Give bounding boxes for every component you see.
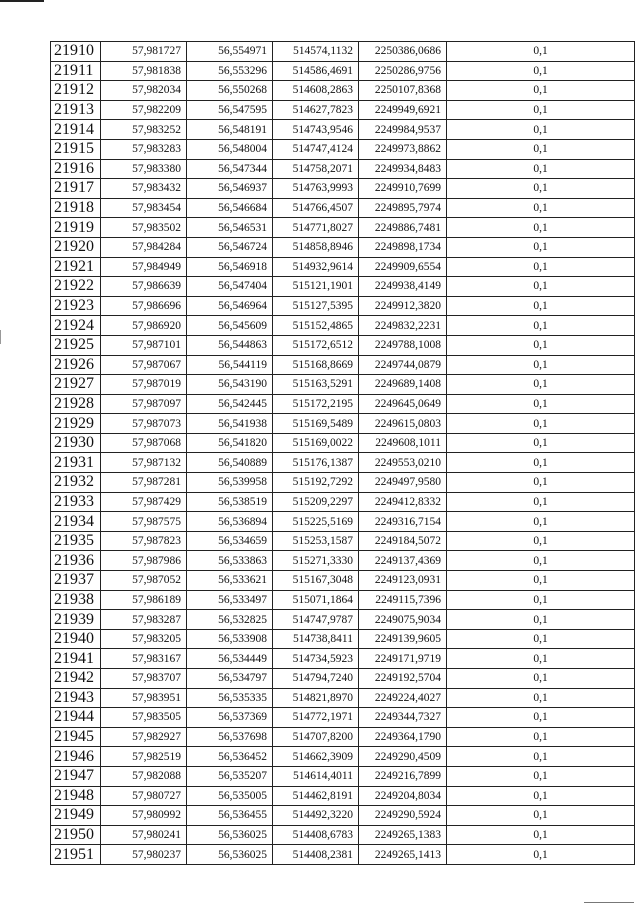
longitude-cell: 56,543190 <box>187 375 273 395</box>
point-number-cell: 21925 <box>51 335 101 355</box>
accuracy-cell: 0,1 <box>447 551 635 571</box>
table-row <box>51 786 635 806</box>
latitude-cell: 57,987429 <box>101 492 187 512</box>
latitude-cell: 57,983380 <box>101 159 187 179</box>
latitude-cell: 57,986639 <box>101 277 187 297</box>
longitude-cell: 56,546964 <box>187 296 273 316</box>
x-coordinate-cell: 514766,4507 <box>273 198 359 218</box>
longitude-cell: 56,546684 <box>187 198 273 218</box>
latitude-cell: 57,982034 <box>101 81 187 101</box>
table-row <box>51 825 635 845</box>
table-row <box>51 845 635 865</box>
table-row <box>51 120 635 140</box>
point-number-cell: 21913 <box>51 100 101 120</box>
table-row <box>51 766 635 786</box>
scan-edge-mark-bottom <box>584 902 634 903</box>
latitude-cell: 57,987097 <box>101 394 187 414</box>
point-number-cell: 21928 <box>51 394 101 414</box>
point-number-cell: 21950 <box>51 825 101 845</box>
x-coordinate-cell: 514932,9614 <box>273 257 359 277</box>
y-coordinate-cell: 2249290,5924 <box>359 806 447 826</box>
table-row <box>51 806 635 826</box>
longitude-cell: 56,546918 <box>187 257 273 277</box>
x-coordinate-cell: 514771,8027 <box>273 218 359 238</box>
longitude-cell: 56,544863 <box>187 335 273 355</box>
point-number-cell: 21938 <box>51 590 101 610</box>
x-coordinate-cell: 515176,1387 <box>273 453 359 473</box>
x-coordinate-cell: 514858,8946 <box>273 237 359 257</box>
latitude-cell: 57,983951 <box>101 688 187 708</box>
x-coordinate-cell: 514747,4124 <box>273 139 359 159</box>
accuracy-cell: 0,1 <box>447 159 635 179</box>
y-coordinate-cell: 2249204,8034 <box>359 786 447 806</box>
y-coordinate-cell: 2249123,0931 <box>359 571 447 591</box>
y-coordinate-cell: 2249973,8862 <box>359 139 447 159</box>
longitude-cell: 56,532825 <box>187 610 273 630</box>
longitude-cell: 56,550268 <box>187 81 273 101</box>
table-row <box>51 590 635 610</box>
point-number-cell: 21926 <box>51 355 101 375</box>
table-row <box>51 649 635 669</box>
point-number-cell: 21919 <box>51 218 101 238</box>
longitude-cell: 56,533908 <box>187 629 273 649</box>
point-number-cell: 21915 <box>51 139 101 159</box>
y-coordinate-cell: 2250286,9756 <box>359 61 447 81</box>
accuracy-cell: 0,1 <box>447 277 635 297</box>
longitude-cell: 56,541938 <box>187 414 273 434</box>
latitude-cell: 57,987068 <box>101 433 187 453</box>
accuracy-cell: 0,1 <box>447 766 635 786</box>
table-row <box>51 277 635 297</box>
latitude-cell: 57,980727 <box>101 786 187 806</box>
longitude-cell: 56,548191 <box>187 120 273 140</box>
latitude-cell: 57,986696 <box>101 296 187 316</box>
table-row <box>51 571 635 591</box>
table-row <box>51 81 635 101</box>
latitude-cell: 57,983502 <box>101 218 187 238</box>
latitude-cell: 57,983432 <box>101 179 187 199</box>
x-coordinate-cell: 514574,1132 <box>273 42 359 62</box>
latitude-cell: 57,987073 <box>101 414 187 434</box>
x-coordinate-cell: 515121,1901 <box>273 277 359 297</box>
accuracy-cell: 0,1 <box>447 571 635 591</box>
y-coordinate-cell: 2249184,5072 <box>359 531 447 551</box>
accuracy-cell: 0,1 <box>447 688 635 708</box>
accuracy-cell: 0,1 <box>447 845 635 865</box>
table-row <box>51 198 635 218</box>
table-row <box>51 492 635 512</box>
y-coordinate-cell: 2249615,0803 <box>359 414 447 434</box>
latitude-cell: 57,983505 <box>101 708 187 728</box>
point-number-cell: 21933 <box>51 492 101 512</box>
point-number-cell: 21918 <box>51 198 101 218</box>
latitude-cell: 57,987132 <box>101 453 187 473</box>
point-number-cell: 21910 <box>51 42 101 62</box>
table-row <box>51 394 635 414</box>
longitude-cell: 56,535005 <box>187 786 273 806</box>
longitude-cell: 56,534659 <box>187 531 273 551</box>
scan-edge-mark-left <box>0 330 1 344</box>
point-number-cell: 21934 <box>51 512 101 532</box>
table-row <box>51 453 635 473</box>
y-coordinate-cell: 2249265,1383 <box>359 825 447 845</box>
point-number-cell: 21935 <box>51 531 101 551</box>
x-coordinate-cell: 515209,2297 <box>273 492 359 512</box>
x-coordinate-cell: 515172,2195 <box>273 394 359 414</box>
point-number-cell: 21940 <box>51 629 101 649</box>
x-coordinate-cell: 515192,7292 <box>273 473 359 493</box>
table-row <box>51 473 635 493</box>
accuracy-cell: 0,1 <box>447 61 635 81</box>
latitude-cell: 57,987101 <box>101 335 187 355</box>
latitude-cell: 57,983252 <box>101 120 187 140</box>
x-coordinate-cell: 514772,1971 <box>273 708 359 728</box>
accuracy-cell: 0,1 <box>447 237 635 257</box>
y-coordinate-cell: 2249224,4027 <box>359 688 447 708</box>
x-coordinate-cell: 514608,2863 <box>273 81 359 101</box>
longitude-cell: 56,536025 <box>187 825 273 845</box>
point-number-cell: 21920 <box>51 237 101 257</box>
y-coordinate-cell: 2249689,1408 <box>359 375 447 395</box>
longitude-cell: 56,546724 <box>187 237 273 257</box>
latitude-cell: 57,987575 <box>101 512 187 532</box>
point-number-cell: 21916 <box>51 159 101 179</box>
table-row <box>51 727 635 747</box>
longitude-cell: 56,540889 <box>187 453 273 473</box>
x-coordinate-cell: 515163,5291 <box>273 375 359 395</box>
accuracy-cell: 0,1 <box>447 394 635 414</box>
y-coordinate-cell: 2249265,1413 <box>359 845 447 865</box>
y-coordinate-cell: 2249497,9580 <box>359 473 447 493</box>
table-row <box>51 531 635 551</box>
accuracy-cell: 0,1 <box>447 139 635 159</box>
latitude-cell: 57,983283 <box>101 139 187 159</box>
y-coordinate-cell: 2249898,1734 <box>359 237 447 257</box>
y-coordinate-cell: 2249075,9034 <box>359 610 447 630</box>
x-coordinate-cell: 514627,7823 <box>273 100 359 120</box>
y-coordinate-cell: 2249645,0649 <box>359 394 447 414</box>
x-coordinate-cell: 514492,3220 <box>273 806 359 826</box>
longitude-cell: 56,534797 <box>187 669 273 689</box>
y-coordinate-cell: 2250107,8368 <box>359 81 447 101</box>
latitude-cell: 57,987823 <box>101 531 187 551</box>
accuracy-cell: 0,1 <box>447 806 635 826</box>
point-number-cell: 21945 <box>51 727 101 747</box>
point-number-cell: 21924 <box>51 316 101 336</box>
point-number-cell: 21931 <box>51 453 101 473</box>
latitude-cell: 57,983167 <box>101 649 187 669</box>
accuracy-cell: 0,1 <box>447 708 635 728</box>
table-row <box>51 708 635 728</box>
longitude-cell: 56,553296 <box>187 61 273 81</box>
latitude-cell: 57,980992 <box>101 806 187 826</box>
point-number-cell: 21917 <box>51 179 101 199</box>
y-coordinate-cell: 2249938,4149 <box>359 277 447 297</box>
x-coordinate-cell: 515152,4865 <box>273 316 359 336</box>
longitude-cell: 56,554971 <box>187 42 273 62</box>
accuracy-cell: 0,1 <box>447 81 635 101</box>
longitude-cell: 56,547404 <box>187 277 273 297</box>
accuracy-cell: 0,1 <box>447 492 635 512</box>
accuracy-cell: 0,1 <box>447 335 635 355</box>
point-number-cell: 21912 <box>51 81 101 101</box>
table-row <box>51 42 635 62</box>
accuracy-cell: 0,1 <box>447 120 635 140</box>
accuracy-cell: 0,1 <box>447 747 635 767</box>
y-coordinate-cell: 2249115,7396 <box>359 590 447 610</box>
point-number-cell: 21939 <box>51 610 101 630</box>
x-coordinate-cell: 515071,1864 <box>273 590 359 610</box>
latitude-cell: 57,987986 <box>101 551 187 571</box>
latitude-cell: 57,987019 <box>101 375 187 395</box>
latitude-cell: 57,983287 <box>101 610 187 630</box>
latitude-cell: 57,984284 <box>101 237 187 257</box>
table-row <box>51 159 635 179</box>
accuracy-cell: 0,1 <box>447 531 635 551</box>
table-row <box>51 688 635 708</box>
y-coordinate-cell: 2249412,8332 <box>359 492 447 512</box>
point-number-cell: 21941 <box>51 649 101 669</box>
point-number-cell: 21946 <box>51 747 101 767</box>
longitude-cell: 56,548004 <box>187 139 273 159</box>
y-coordinate-cell: 2249910,7699 <box>359 179 447 199</box>
latitude-cell: 57,984949 <box>101 257 187 277</box>
accuracy-cell: 0,1 <box>447 433 635 453</box>
point-number-cell: 21949 <box>51 806 101 826</box>
table-row <box>51 316 635 336</box>
y-coordinate-cell: 2249316,7154 <box>359 512 447 532</box>
x-coordinate-cell: 515169,5489 <box>273 414 359 434</box>
accuracy-cell: 0,1 <box>447 316 635 336</box>
point-number-cell: 21951 <box>51 845 101 865</box>
y-coordinate-cell: 2249744,0879 <box>359 355 447 375</box>
longitude-cell: 56,545609 <box>187 316 273 336</box>
accuracy-cell: 0,1 <box>447 629 635 649</box>
accuracy-cell: 0,1 <box>447 590 635 610</box>
longitude-cell: 56,547595 <box>187 100 273 120</box>
table-row <box>51 551 635 571</box>
x-coordinate-cell: 514821,8970 <box>273 688 359 708</box>
point-number-cell: 21932 <box>51 473 101 493</box>
latitude-cell: 57,987052 <box>101 571 187 591</box>
longitude-cell: 56,546531 <box>187 218 273 238</box>
accuracy-cell: 0,1 <box>447 786 635 806</box>
table-row <box>51 375 635 395</box>
y-coordinate-cell: 2249139,9605 <box>359 629 447 649</box>
longitude-cell: 56,537369 <box>187 708 273 728</box>
x-coordinate-cell: 514747,9787 <box>273 610 359 630</box>
latitude-cell: 57,981838 <box>101 61 187 81</box>
table-row <box>51 237 635 257</box>
y-coordinate-cell: 2249949,6921 <box>359 100 447 120</box>
point-number-cell: 21942 <box>51 669 101 689</box>
table-row <box>51 629 635 649</box>
table-row <box>51 669 635 689</box>
point-number-cell: 21937 <box>51 571 101 591</box>
accuracy-cell: 0,1 <box>447 100 635 120</box>
x-coordinate-cell: 515225,5169 <box>273 512 359 532</box>
y-coordinate-cell: 2249171,9719 <box>359 649 447 669</box>
latitude-cell: 57,982209 <box>101 100 187 120</box>
point-number-cell: 21911 <box>51 61 101 81</box>
accuracy-cell: 0,1 <box>447 179 635 199</box>
y-coordinate-cell: 2249788,1008 <box>359 335 447 355</box>
table-row <box>51 139 635 159</box>
coordinate-table <box>50 41 635 865</box>
y-coordinate-cell: 2249344,7327 <box>359 708 447 728</box>
y-coordinate-cell: 2249216,7899 <box>359 766 447 786</box>
accuracy-cell: 0,1 <box>447 42 635 62</box>
table-row <box>51 100 635 120</box>
longitude-cell: 56,547344 <box>187 159 273 179</box>
latitude-cell: 57,986920 <box>101 316 187 336</box>
x-coordinate-cell: 514734,5923 <box>273 649 359 669</box>
longitude-cell: 56,533863 <box>187 551 273 571</box>
longitude-cell: 56,542445 <box>187 394 273 414</box>
accuracy-cell: 0,1 <box>447 727 635 747</box>
x-coordinate-cell: 514408,6783 <box>273 825 359 845</box>
accuracy-cell: 0,1 <box>447 257 635 277</box>
y-coordinate-cell: 2249909,6554 <box>359 257 447 277</box>
y-coordinate-cell: 2249934,8483 <box>359 159 447 179</box>
y-coordinate-cell: 2250386,0686 <box>359 42 447 62</box>
x-coordinate-cell: 514758,2071 <box>273 159 359 179</box>
x-coordinate-cell: 514738,8411 <box>273 629 359 649</box>
longitude-cell: 56,535207 <box>187 766 273 786</box>
point-number-cell: 21936 <box>51 551 101 571</box>
accuracy-cell: 0,1 <box>447 649 635 669</box>
y-coordinate-cell: 2249895,7974 <box>359 198 447 218</box>
longitude-cell: 56,534449 <box>187 649 273 669</box>
latitude-cell: 57,987281 <box>101 473 187 493</box>
y-coordinate-cell: 2249984,9537 <box>359 120 447 140</box>
x-coordinate-cell: 514662,3909 <box>273 747 359 767</box>
table-row <box>51 414 635 434</box>
longitude-cell: 56,536455 <box>187 806 273 826</box>
table-row <box>51 61 635 81</box>
point-number-cell: 21927 <box>51 375 101 395</box>
accuracy-cell: 0,1 <box>447 512 635 532</box>
accuracy-cell: 0,1 <box>447 414 635 434</box>
x-coordinate-cell: 514462,8191 <box>273 786 359 806</box>
longitude-cell: 56,538519 <box>187 492 273 512</box>
longitude-cell: 56,539958 <box>187 473 273 493</box>
latitude-cell: 57,983205 <box>101 629 187 649</box>
point-number-cell: 21930 <box>51 433 101 453</box>
x-coordinate-cell: 514707,8200 <box>273 727 359 747</box>
latitude-cell: 57,987067 <box>101 355 187 375</box>
x-coordinate-cell: 514586,4691 <box>273 61 359 81</box>
longitude-cell: 56,546937 <box>187 179 273 199</box>
y-coordinate-cell: 2249290,4509 <box>359 747 447 767</box>
table-row <box>51 355 635 375</box>
accuracy-cell: 0,1 <box>447 610 635 630</box>
point-number-cell: 21923 <box>51 296 101 316</box>
accuracy-cell: 0,1 <box>447 375 635 395</box>
y-coordinate-cell: 2249137,4369 <box>359 551 447 571</box>
accuracy-cell: 0,1 <box>447 218 635 238</box>
x-coordinate-cell: 514763,9993 <box>273 179 359 199</box>
latitude-cell: 57,980241 <box>101 825 187 845</box>
table-row <box>51 179 635 199</box>
x-coordinate-cell: 514794,7240 <box>273 669 359 689</box>
accuracy-cell: 0,1 <box>447 825 635 845</box>
y-coordinate-cell: 2249912,3820 <box>359 296 447 316</box>
point-number-cell: 21922 <box>51 277 101 297</box>
point-number-cell: 21929 <box>51 414 101 434</box>
x-coordinate-cell: 515253,1587 <box>273 531 359 551</box>
point-number-cell: 21944 <box>51 708 101 728</box>
table-row <box>51 433 635 453</box>
latitude-cell: 57,983454 <box>101 198 187 218</box>
x-coordinate-cell: 515127,5395 <box>273 296 359 316</box>
table-row <box>51 512 635 532</box>
table-row <box>51 335 635 355</box>
accuracy-cell: 0,1 <box>447 296 635 316</box>
accuracy-cell: 0,1 <box>447 198 635 218</box>
x-coordinate-cell: 515167,3048 <box>273 571 359 591</box>
point-number-cell: 21947 <box>51 766 101 786</box>
x-coordinate-cell: 515271,3330 <box>273 551 359 571</box>
x-coordinate-cell: 515172,6512 <box>273 335 359 355</box>
point-number-cell: 21943 <box>51 688 101 708</box>
y-coordinate-cell: 2249886,7481 <box>359 218 447 238</box>
y-coordinate-cell: 2249364,1790 <box>359 727 447 747</box>
point-number-cell: 21948 <box>51 786 101 806</box>
x-coordinate-cell: 514743,9546 <box>273 120 359 140</box>
coordinate-table-body <box>51 42 635 865</box>
longitude-cell: 56,536025 <box>187 845 273 865</box>
latitude-cell: 57,982519 <box>101 747 187 767</box>
y-coordinate-cell: 2249608,1011 <box>359 433 447 453</box>
latitude-cell: 57,982927 <box>101 727 187 747</box>
accuracy-cell: 0,1 <box>447 355 635 375</box>
y-coordinate-cell: 2249192,5704 <box>359 669 447 689</box>
y-coordinate-cell: 2249553,0210 <box>359 453 447 473</box>
latitude-cell: 57,980237 <box>101 845 187 865</box>
longitude-cell: 56,536894 <box>187 512 273 532</box>
latitude-cell: 57,982088 <box>101 766 187 786</box>
point-number-cell: 21921 <box>51 257 101 277</box>
scan-edge-mark-top <box>0 0 44 2</box>
longitude-cell: 56,533621 <box>187 571 273 591</box>
longitude-cell: 56,541820 <box>187 433 273 453</box>
x-coordinate-cell: 514614,4011 <box>273 766 359 786</box>
table-row <box>51 218 635 238</box>
longitude-cell: 56,537698 <box>187 727 273 747</box>
point-number-cell: 21914 <box>51 120 101 140</box>
x-coordinate-cell: 515169,0022 <box>273 433 359 453</box>
table-row <box>51 296 635 316</box>
accuracy-cell: 0,1 <box>447 473 635 493</box>
latitude-cell: 57,986189 <box>101 590 187 610</box>
accuracy-cell: 0,1 <box>447 669 635 689</box>
longitude-cell: 56,533497 <box>187 590 273 610</box>
accuracy-cell: 0,1 <box>447 453 635 473</box>
table-row <box>51 610 635 630</box>
x-coordinate-cell: 514408,2381 <box>273 845 359 865</box>
table-row <box>51 747 635 767</box>
table-row <box>51 257 635 277</box>
longitude-cell: 56,535335 <box>187 688 273 708</box>
x-coordinate-cell: 515168,8669 <box>273 355 359 375</box>
latitude-cell: 57,983707 <box>101 669 187 689</box>
latitude-cell: 57,981727 <box>101 42 187 62</box>
longitude-cell: 56,544119 <box>187 355 273 375</box>
longitude-cell: 56,536452 <box>187 747 273 767</box>
y-coordinate-cell: 2249832,2231 <box>359 316 447 336</box>
